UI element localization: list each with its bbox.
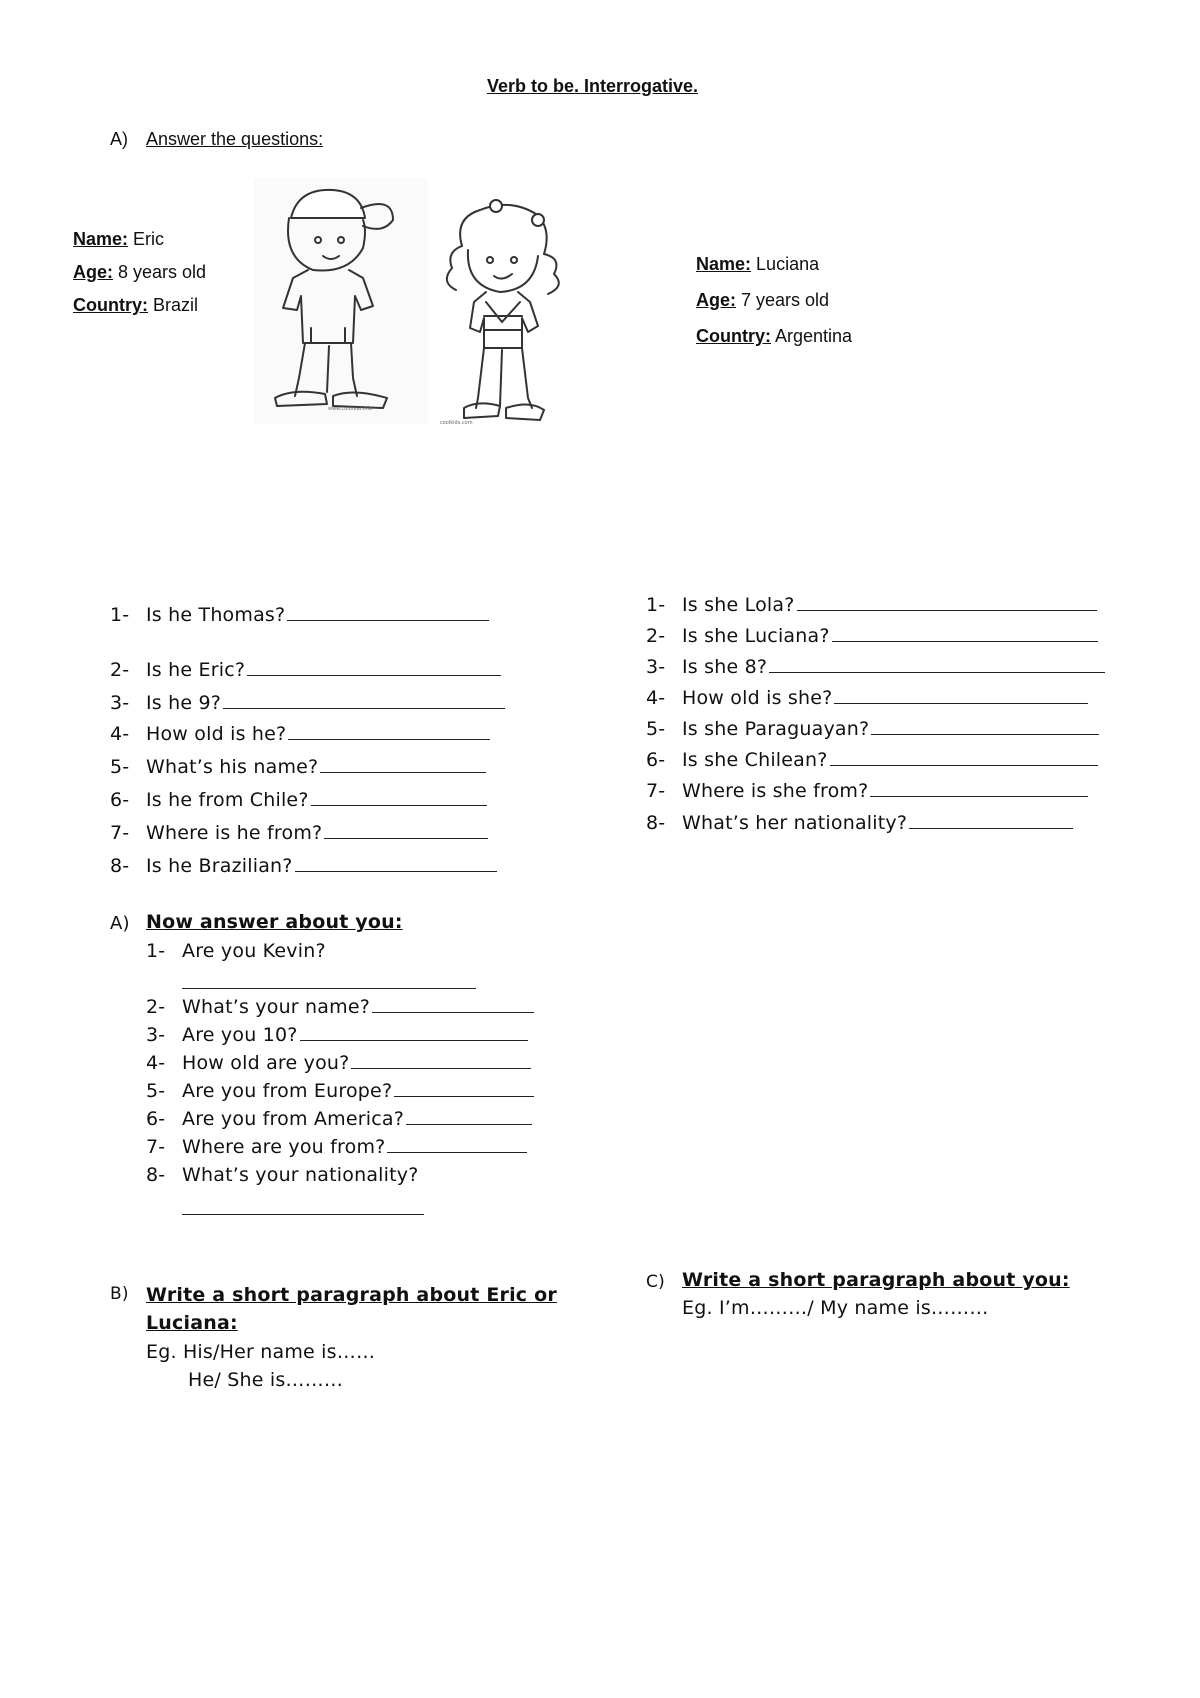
section-b-example-line2: He/ She is……… (188, 1369, 344, 1391)
list-item (146, 1052, 531, 1074)
question-text: Are you 10? (182, 1024, 298, 1046)
question-number: 1- (146, 940, 166, 962)
question-number: 1- (646, 594, 666, 616)
list-item (146, 1164, 419, 1186)
question-text: How old are you? (182, 1052, 350, 1074)
answer-line[interactable] (769, 671, 1105, 673)
list-item (110, 659, 501, 681)
answer-line[interactable] (288, 738, 490, 740)
answer-line[interactable] (295, 870, 497, 872)
answer-line[interactable] (182, 1214, 424, 1215)
list-item (146, 1136, 527, 1158)
question-text: Is she Chilean? (682, 749, 828, 771)
section-a-label: Answer the questions: (146, 129, 324, 149)
question-number: 1- (110, 604, 130, 626)
section-b-example-line1: Eg. His/Her name is…… (146, 1341, 376, 1363)
question-text: Is she 8? (682, 656, 768, 678)
boy-watermark: www.colorear.info (328, 406, 373, 412)
list-item (646, 625, 1098, 647)
answer-line[interactable] (834, 702, 1088, 704)
answer-line[interactable] (311, 804, 487, 806)
question-number: 8- (646, 812, 666, 834)
answer-line[interactable] (871, 733, 1099, 735)
luciana-name: Luciana (756, 254, 820, 274)
question-text: Is he 9? (146, 692, 222, 714)
question-text: What’s her nationality? (682, 812, 908, 834)
answer-line[interactable] (387, 1151, 527, 1153)
answer-line[interactable] (832, 640, 1098, 642)
list-item (646, 656, 1105, 678)
question-text: Is he Thomas? (146, 604, 286, 626)
list-item (146, 940, 326, 962)
section-c-example: Eg. I’m………/ My name is……… (682, 1297, 989, 1319)
section-b-label-line2: Luciana: (146, 1312, 238, 1334)
list-item (146, 1024, 528, 1046)
answer-line[interactable] (797, 609, 1097, 611)
girl-illustration (440, 198, 575, 426)
question-number: 2- (646, 625, 666, 647)
list-item (110, 723, 490, 745)
answer-line[interactable] (182, 988, 476, 989)
question-text: What’s his name? (146, 756, 319, 778)
luciana-country: Argentina (775, 326, 853, 346)
list-item (646, 718, 1099, 740)
answer-line[interactable] (320, 771, 486, 773)
list-item (146, 1108, 532, 1130)
question-text: Are you Kevin? (182, 940, 326, 962)
list-item (110, 756, 486, 778)
luciana-name-label: Name: (696, 254, 752, 274)
list-item (110, 822, 488, 844)
section-a2-letter: A) (110, 913, 130, 934)
list-item (110, 692, 505, 714)
question-number: 3- (646, 656, 666, 678)
question-text: Is she Luciana? (682, 625, 830, 647)
answer-line[interactable] (351, 1067, 531, 1069)
question-number: 6- (146, 1108, 166, 1130)
list-item (110, 604, 489, 626)
question-text: What’s your nationality? (182, 1164, 419, 1186)
section-b-label (146, 1281, 557, 1337)
eric-age-label: Age: (73, 262, 113, 282)
answer-line[interactable] (287, 619, 489, 621)
question-number: 7- (646, 780, 666, 802)
question-text: Is he Brazilian? (146, 855, 293, 877)
list-item (646, 594, 1097, 616)
eric-info (73, 223, 206, 322)
page-title: Verb to be. Interrogative. (487, 76, 699, 96)
luciana-age: 7 years old (741, 290, 830, 310)
list-item (110, 855, 497, 877)
answer-line[interactable] (223, 707, 505, 709)
question-number: 4- (110, 723, 130, 745)
question-text: Is he Eric? (146, 659, 246, 681)
question-text: What’s your name? (182, 996, 371, 1018)
eric-country: Brazil (153, 295, 199, 315)
question-text: How old is she? (682, 687, 833, 709)
list-item (646, 687, 1088, 709)
luciana-country-label: Country: (696, 326, 771, 346)
question-text: Where is she from? (682, 780, 869, 802)
section-a-letter: A) (110, 129, 128, 149)
list-item (646, 780, 1088, 802)
list-item (110, 789, 487, 811)
section-c-label: Write a short paragraph about you: (682, 1269, 1070, 1291)
list-item (646, 812, 1073, 834)
question-number: 7- (146, 1136, 166, 1158)
question-text: Is she Lola? (682, 594, 795, 616)
question-number: 5- (110, 756, 130, 778)
eric-name: Eric (133, 229, 165, 249)
answer-line[interactable] (324, 837, 488, 839)
question-number: 4- (146, 1052, 166, 1074)
question-text: Is she Paraguayan? (682, 718, 870, 740)
question-number: 7- (110, 822, 130, 844)
answer-line[interactable] (247, 674, 501, 676)
question-text: How old is he? (146, 723, 287, 745)
answer-line[interactable] (394, 1095, 534, 1097)
answer-line[interactable] (300, 1039, 528, 1041)
question-number: 8- (110, 855, 130, 877)
boy-illustration (253, 178, 428, 424)
answer-line[interactable] (909, 827, 1073, 829)
section-b-label-line1: Write a short paragraph about Eric or (146, 1284, 557, 1306)
answer-line[interactable] (830, 764, 1098, 766)
eric-age: 8 years old (118, 262, 207, 282)
luciana-age-label: Age: (696, 290, 736, 310)
answer-line[interactable] (372, 1011, 534, 1013)
question-text: Are you from Europe? (182, 1080, 393, 1102)
question-text: Where is he from? (146, 822, 323, 844)
list-item (146, 996, 534, 1018)
question-number: 2- (146, 996, 166, 1018)
question-text: Is he from Chile? (146, 789, 309, 811)
section-b-example (146, 1338, 375, 1394)
question-number: 3- (146, 1024, 166, 1046)
question-number: 6- (110, 789, 130, 811)
luciana-info (696, 254, 852, 347)
answer-line[interactable] (870, 795, 1088, 797)
question-number: 8- (146, 1164, 166, 1186)
list-item (646, 749, 1098, 771)
question-number: 5- (646, 718, 666, 740)
girl-watermark: coolkids.com (440, 420, 473, 426)
eric-country-label: Country: (73, 295, 148, 315)
question-number: 2- (110, 659, 130, 681)
question-text: Where are you from? (182, 1136, 386, 1158)
eric-name-label: Name: (73, 229, 129, 249)
answer-line[interactable] (406, 1123, 532, 1125)
section-b-letter: B) (110, 1284, 129, 1304)
question-number: 4- (646, 687, 666, 709)
question-number: 6- (646, 749, 666, 771)
section-c-letter: C) (646, 1272, 665, 1292)
question-number: 5- (146, 1080, 166, 1102)
question-text: Are you from America? (182, 1108, 404, 1130)
question-number: 3- (110, 692, 130, 714)
section-a2-label: Now answer about you: (146, 911, 403, 933)
list-item (146, 1080, 534, 1102)
